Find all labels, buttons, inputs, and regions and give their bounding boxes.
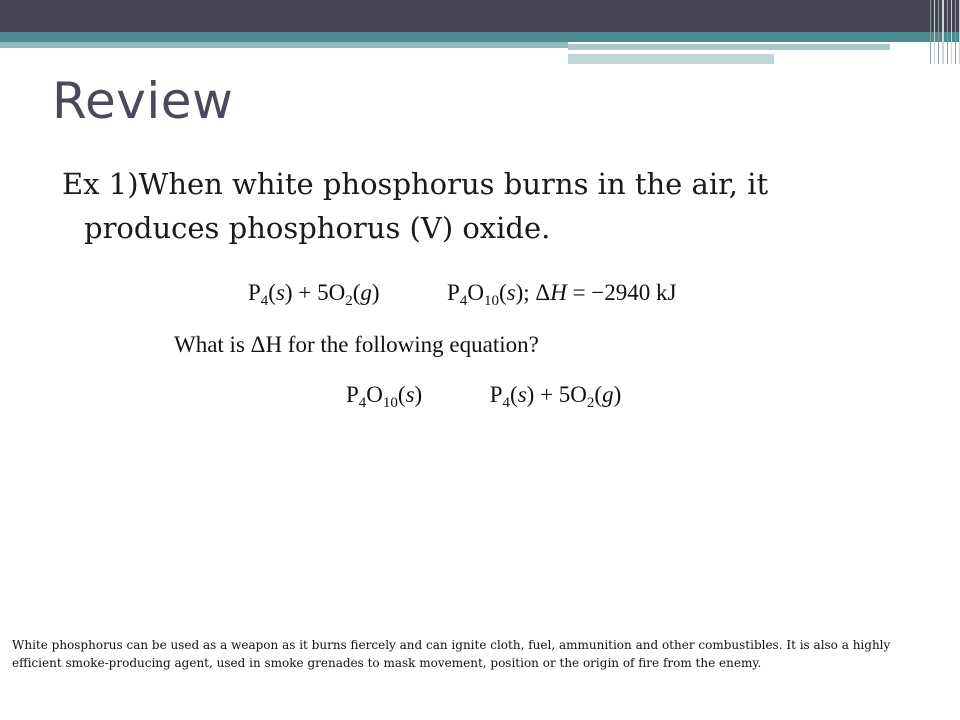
- slide-body-text: [62, 162, 922, 250]
- question-text: What is ΔH for the following equation?: [174, 332, 539, 357]
- header-bar-dark: [0, 0, 960, 32]
- body-line-2: produces phosphorus (V) oxide.: [84, 211, 551, 245]
- reaction-arrow-icon: [391, 287, 435, 297]
- header-stripes: [930, 0, 960, 64]
- equation-combustion: $P_4(s) + 5O_2(g)$ $P_4O_{10}(s)$; ΔH = −2940 kJ: [248, 280, 677, 309]
- equation-reverse: $P_4O_{10}(s) P_4(s) + 5O_2(g)$: [346, 382, 622, 411]
- body-line-1: Ex 1)When white phosphorus burns in the air, it: [62, 167, 769, 201]
- header-bar-light-short: [568, 54, 774, 64]
- enthalpy-value: ΔH = −2940 kJ: [535, 280, 677, 305]
- header-bar-accent: [0, 42, 568, 48]
- footnote-text: White phosphorus can be used as a weapon as it burns fiercely and can ignite cloth, fuel, ammunition and other combustibles. It is also a highly efficient smoke-producing agent, used in smoke grenades to mask movement, position or the origin of fire from the enemy.: [12, 638, 891, 670]
- header-bar-teal: [0, 32, 960, 42]
- slide-title: Review: [52, 72, 234, 130]
- header-bar-divider-short: [776, 60, 888, 62]
- reaction-arrow-icon: [434, 389, 478, 399]
- header-bar-divider: [568, 50, 890, 53]
